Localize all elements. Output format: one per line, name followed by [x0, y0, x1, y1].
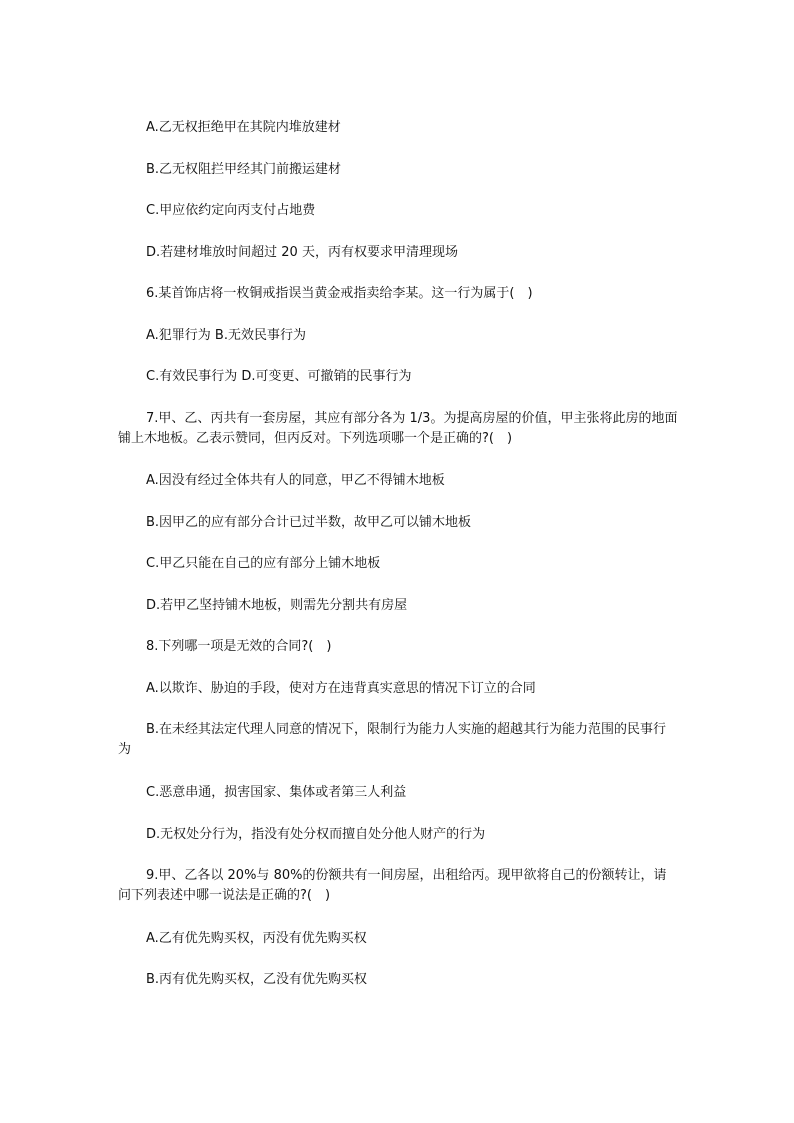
option-5d: D.若建材堆放时间超过 20 天，丙有权要求甲清理现场 — [146, 245, 458, 260]
question-7: 7.甲、乙、丙共有一套房屋，其应有部分各为 1/3。为提高房屋的价值，甲主张将此房的地面铺上木地板。乙表示赞同，但丙反对。下列选项哪一个是正确的?( ) — [118, 411, 678, 446]
option-6ab: A.犯罪行为 B.无效民事行为 — [146, 328, 306, 343]
option-8d: D.无权处分行为，指没有处分权而擅自处分他人财产的行为 — [146, 827, 486, 842]
option-7b: B.因甲乙的应有部分合计已过半数，故甲乙可以铺木地板 — [146, 515, 472, 530]
option-8c: C.恶意串通，损害国家、集体或者第三人利益 — [146, 785, 407, 800]
option-5b: B.乙无权阻拦甲经其门前搬运建材 — [146, 162, 342, 177]
option-5c: C.甲应依约定向丙支付占地费 — [146, 203, 316, 218]
question-9: 9.甲、乙各以 20%与 80%的份额共有一间房屋，出租给丙。现甲欲将自己的份额转让，请问下列表述中哪一说法是正确的?( ) — [118, 868, 667, 903]
option-6cd: C.有效民事行为 D.可变更、可撤销的民事行为 — [146, 369, 412, 384]
option-7d: D.若甲乙坚持铺木地板，则需先分割共有房屋 — [146, 598, 408, 613]
option-8b: B.在未经其法定代理人同意的情况下，限制行为能力人实施的超越其行为能力范围的民事行为 — [118, 722, 667, 757]
question-6: 6.某首饰店将一枚铜戒指误当黄金戒指卖给李某。这一行为属于( ) — [146, 286, 533, 301]
option-5a: A.乙无权拒绝甲在其院内堆放建材 — [146, 120, 341, 135]
option-7c: C.甲乙只能在自己的应有部分上铺木地板 — [146, 556, 381, 571]
option-7a: A.因没有经过全体共有人的同意，甲乙不得铺木地板 — [146, 473, 445, 488]
option-8a: A.以欺诈、胁迫的手段，使对方在违背真实意思的情况下订立的合同 — [146, 681, 536, 696]
option-9b: B.丙有优先购买权，乙没有优先购买权 — [146, 972, 368, 987]
option-9a: A.乙有优先购买权，丙没有优先购买权 — [146, 931, 367, 946]
question-8: 8.下列哪一项是无效的合同?( ) — [146, 639, 332, 654]
